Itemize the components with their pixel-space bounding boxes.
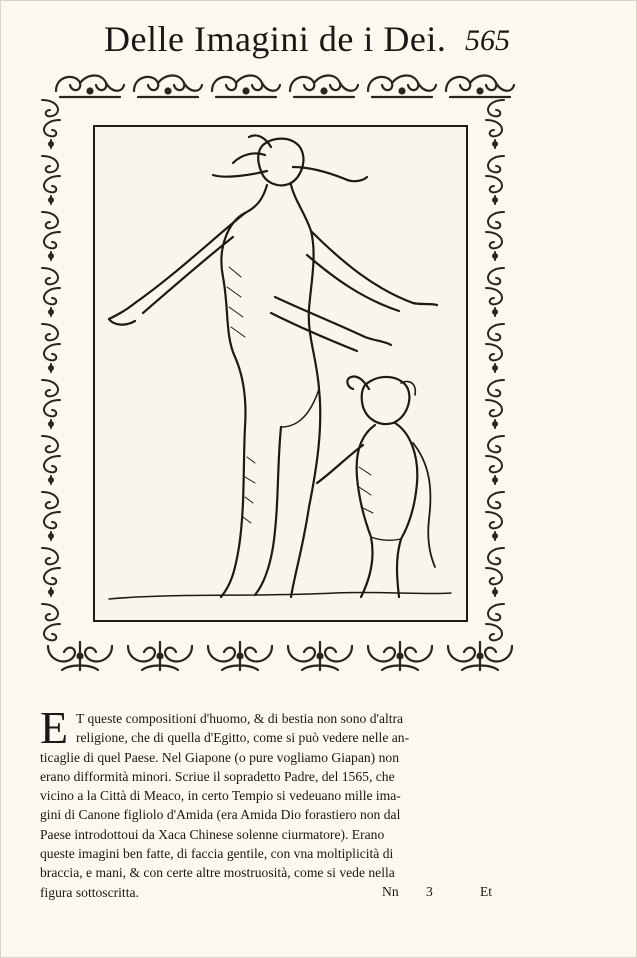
text-line: gini di Canone figliolo d'Amida (era Amida Dio forastiero non dal [40, 807, 401, 823]
text-line: vicino a la Città di Meaco, in certo Tempio si vedeuano mille ima- [40, 788, 401, 804]
left-ornamental-border [34, 96, 68, 642]
page-header [0, 18, 637, 64]
signature-number: 3 [426, 884, 433, 899]
text-line: T queste compositioni d'huomo, & di bestia non sono d'altra [76, 711, 404, 726]
text-line: religione, che di quella d'Egitto, come si può vedere nelle an- [76, 730, 410, 746]
text-line: figura sottoscritta. [40, 884, 139, 900]
bottom-ornamental-border [40, 636, 514, 678]
body-text [40, 709, 518, 902]
right-ornamental-border [478, 96, 512, 642]
page-number: 565 [465, 24, 510, 57]
woodcut-figures-image [95, 127, 466, 620]
woodcut-illustration [93, 125, 468, 622]
text-line: erano difformità minori. Scriue il sopradetto Padre, del 1565, che [40, 768, 395, 784]
signature-mark: Nn [382, 884, 399, 899]
text-line: Paese introdottoui da Xaca Chinese solenne ciurmatore). Erano [40, 826, 385, 842]
text-line: ticaglie di quel Paese. Nel Giapone (o pure vogliamo Giapan) non [40, 749, 399, 765]
catchword: Et [480, 884, 493, 899]
running-title: Delle Imagini de i Dei. [104, 19, 447, 59]
text-line: braccia, e mani, & con certe altre mostruosità, come si vede nella [40, 865, 395, 881]
text-line: queste imagini ben fatte, di faccia gentile, con vna moltiplicità di [40, 846, 394, 862]
top-ornamental-border [46, 63, 516, 103]
drop-cap: E [40, 702, 69, 753]
